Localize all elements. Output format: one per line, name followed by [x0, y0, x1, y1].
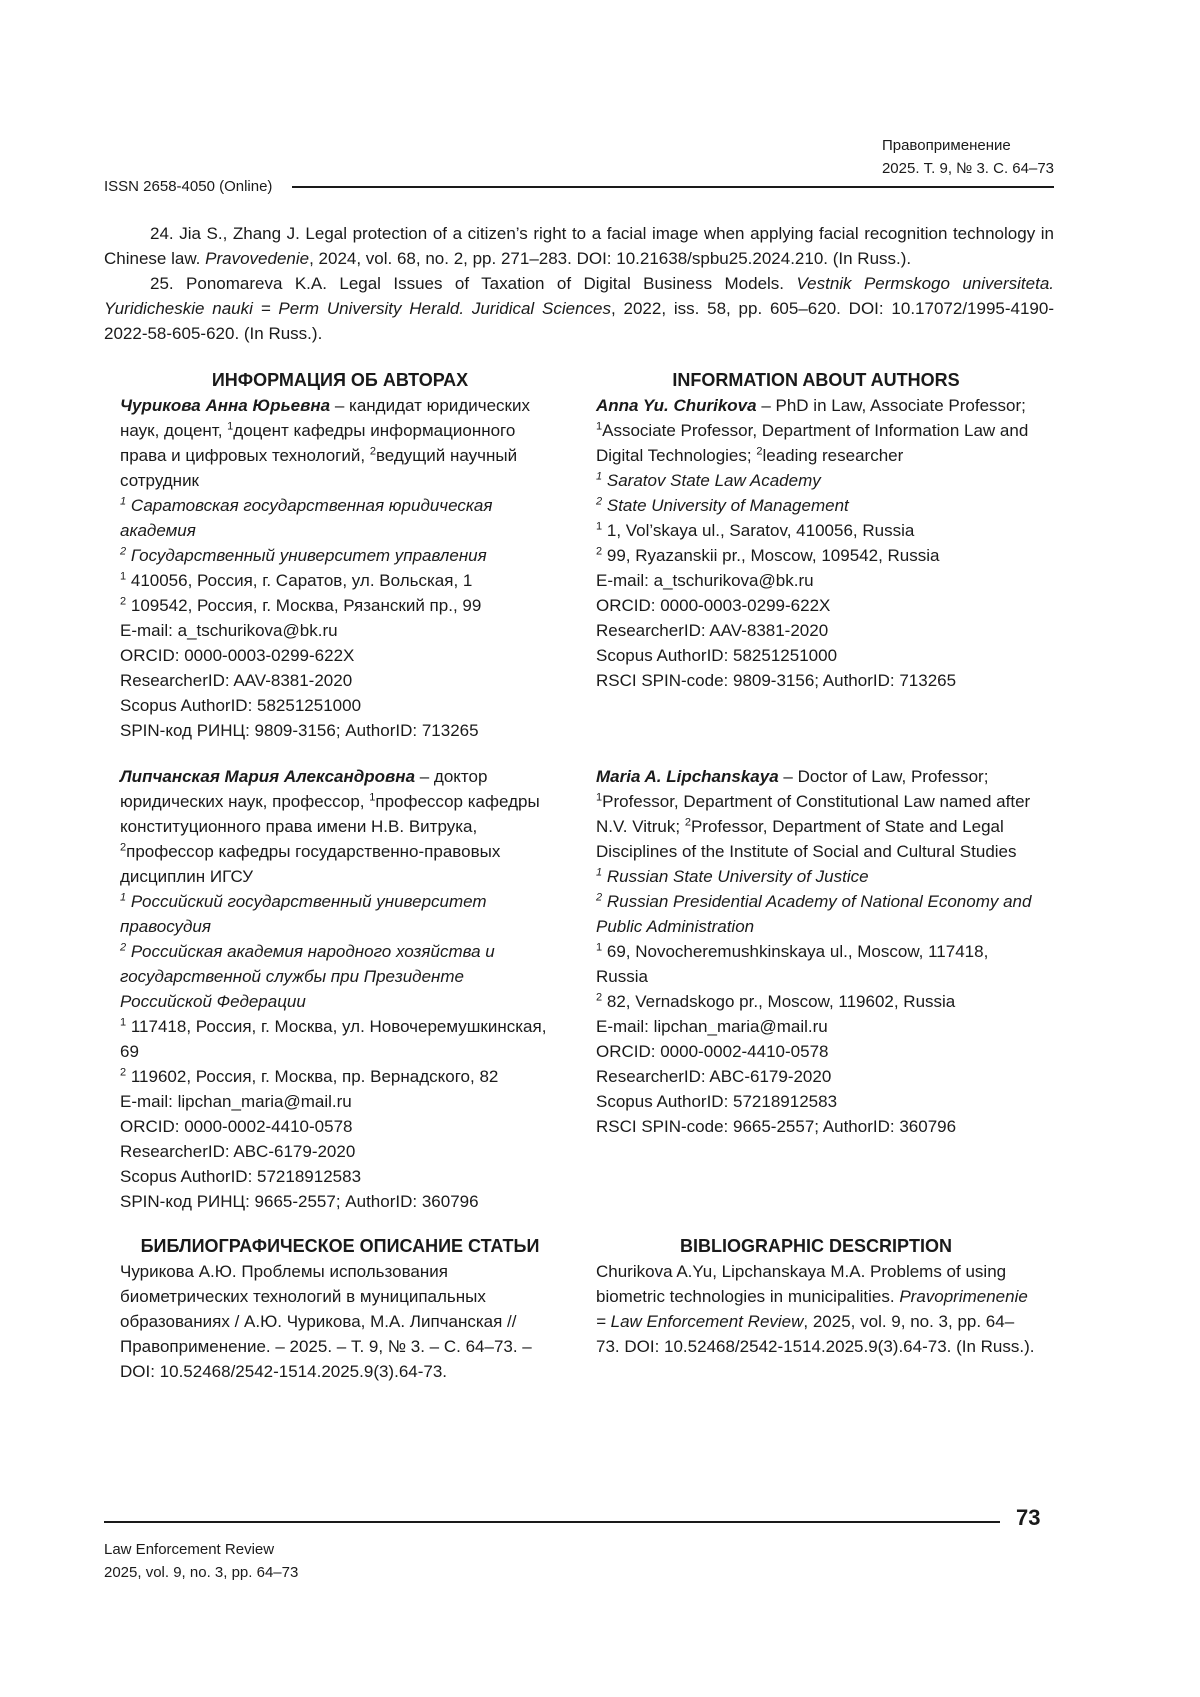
scopus-id: Scopus AuthorID: 58251251000 — [120, 693, 560, 718]
section-title: ИНФОРМАЦИЯ ОБ АВТОРАХ — [120, 368, 560, 393]
authors-info-ru: ИНФОРМАЦИЯ ОБ АВТОРАХ Чурикова Анна Юрьевна – кандидат юридических наук, доцент, 1доцент кафедры информационного права и цифровых технологий, 2ведущий научный сотрудник 1 Саратовская государственная юридическая академия 2 Государственный университет управления 1 410056, Россия, г. Саратов, ул. Вольская, 1 2 109542, Россия, г. Москва, Рязанский пр., 99 E-mail: a_tschurikova@bk.ru ORCID: 0000-0003-0299-622X ResearcherID: AAV-8381-2020 Scopus AuthorID: 58251251000 SPIN-код РИНЦ: 9809-3156; AuthorID: 713265 — [120, 368, 560, 743]
author-entry: Чурикова Анна Юрьевна – кандидат юридических наук, доцент, 1доцент кафедры информационного права и цифровых технологий, 2ведущий научный сотрудник — [120, 393, 560, 493]
affiliation: Государственный университет управления — [131, 546, 487, 565]
author-entry: Maria A. Lipchanskaya – Doctor of Law, Professor; 1Professor, Department of Constitutional Law named after N.V. Vitruk; 2Professor, Department of State and Legal Disciplines of the Institute of Social and Cultural Studies — [596, 764, 1036, 864]
affiliation: Russian State University of Justice — [607, 867, 869, 886]
spin-code: RSCI SPIN-code: 9809-3156; AuthorID: 713265 — [596, 668, 1036, 693]
scopus-id: Scopus AuthorID: 58251251000 — [596, 643, 1036, 668]
scopus-id: Scopus AuthorID: 57218912583 — [120, 1164, 560, 1189]
email: E-mail: a_tschurikova@bk.ru — [120, 618, 560, 643]
address: 1, Vol’skaya ul., Saratov, 410056, Russia — [607, 521, 914, 540]
spin-code: SPIN-код РИНЦ: 9665-2557; AuthorID: 360796 — [120, 1189, 560, 1214]
affiliation: Российская академия народного хозяйства и государственной службы при Президенте Российской Федерации — [120, 942, 495, 1011]
section-title: БИБЛИОГРАФИЧЕСКОЕ ОПИСАНИЕ СТАТЬИ — [120, 1234, 560, 1259]
address: 117418, Россия, г. Москва, ул. Новочеремушкинская, 69 — [120, 1017, 546, 1061]
author-entry: Anna Yu. Churikova – PhD in Law, Associate Professor; 1Associate Professor, Department of Information Law and Digital Technologies; 2leading researcher — [596, 393, 1036, 468]
researcher-id: ResearcherID: ABC-6179-2020 — [120, 1139, 560, 1164]
running-footer — [104, 1538, 298, 1584]
scopus-id: Scopus AuthorID: 57218912583 — [596, 1089, 1036, 1114]
section-title: BIBLIOGRAPHIC DESCRIPTION — [596, 1234, 1036, 1259]
address: 410056, Россия, г. Саратов, ул. Вольская, 1 — [131, 571, 473, 590]
reference-item: 24. Jia S., Zhang J. Legal protection of a citizen’s right to a facial image when applying facial recognition technology in Chinese law. Pravovedenie, 2024, vol. 68, no. 2, pp. 271–283. DOI: 10.21638/spbu25.2024.210. (In Russ.). — [104, 221, 1054, 271]
spin-code: SPIN-код РИНЦ: 9809-3156; AuthorID: 713265 — [120, 718, 560, 743]
affiliation: Russian Presidential Academy of National Economy and Public Administration — [596, 892, 1031, 936]
affiliation: Саратовская государственная юридическая академия — [120, 496, 492, 540]
address: 82, Vernadskogo pr., Moscow, 119602, Russia — [607, 992, 955, 1011]
affiliation: Saratov State Law Academy — [607, 471, 821, 490]
page-number: 73 — [1016, 1505, 1040, 1531]
address: 109542, Россия, г. Москва, Рязанский пр., 99 — [131, 596, 481, 615]
section-title: INFORMATION ABOUT AUTHORS — [596, 368, 1036, 393]
biblio-en — [596, 1234, 1036, 1359]
orcid: ORCID: 0000-0002-4410-0578 — [596, 1039, 1036, 1064]
address: 119602, Россия, г. Москва, пр. Вернадского, 82 — [131, 1067, 499, 1086]
orcid: ORCID: 0000-0003-0299-622X — [596, 593, 1036, 618]
biblio-ru — [120, 1234, 560, 1384]
citation: Churikova A.Yu, Lipchanskaya M.A. Problems of using biometric technologies in municipalities. Pravoprimenenie = Law Enforcement Review, 2025, vol. 9, no. 3, pp. 64–73. DOI: 10.52468/2542-1514.2025.9(3).64-73. (In Russ.). — [596, 1259, 1036, 1359]
journal-title-ru: Правоприменение — [882, 134, 1054, 157]
reference-list — [104, 221, 1054, 346]
issue-info-ru: 2025. Т. 9, № 3. С. 64–73 — [882, 157, 1054, 180]
address: 99, Ryazanskii pr., Moscow, 109542, Russia — [607, 546, 940, 565]
address: 69, Novocheremushkinskaya ul., Moscow, 117418, Russia — [596, 942, 988, 986]
affiliation: State University of Management — [607, 496, 849, 515]
footer-rule — [104, 1521, 1000, 1523]
issue-info-en: 2025, vol. 9, no. 3, pp. 64–73 — [104, 1561, 298, 1584]
orcid: ORCID: 0000-0002-4410-0578 — [120, 1114, 560, 1139]
header-rule — [292, 186, 1054, 188]
spin-code: RSCI SPIN-code: 9665-2557; AuthorID: 360796 — [596, 1114, 1036, 1139]
issn: ISSN 2658-4050 (Online) — [104, 178, 272, 195]
researcher-id: ResearcherID: AAV-8381-2020 — [596, 618, 1036, 643]
orcid: ORCID: 0000-0003-0299-622X — [120, 643, 560, 668]
researcher-id: ResearcherID: AAV-8381-2020 — [120, 668, 560, 693]
citation: Чурикова А.Ю. Проблемы использования биометрических технологий в муниципальных образованиях / А.Ю. Чурикова, М.А. Липчанская // Правоприменение. – 2025. – Т. 9, № 3. – С. 64–73. – DOI: 10.52468/2542-1514.2025.9(3).64-73. — [120, 1259, 560, 1384]
reference-item: 25. Ponomareva K.A. Legal Issues of Taxation of Digital Business Models. Vestnik Permskogo universiteta. Yuridicheskie nauki = Perm University Herald. Juridical Sciences, 2022, iss. 58, pp. 605–620. DOI: 10.17072/1995-4190-2022-58-605-620. (In Russ.). — [104, 271, 1054, 346]
authors-info-en: INFORMATION ABOUT AUTHORS Anna Yu. Churikova – PhD in Law, Associate Professor; 1Associate Professor, Department of Information Law and Digital Technologies; 2leading researcher 1 Saratov State Law Academy 2 State University of Management 1 1, Vol’skaya ul., Saratov, 410056, Russia 2 99, Ryazanskii pr., Moscow, 109542, Russia E-mail: a_tschurikova@bk.ru ORCID: 0000-0003-0299-622X ResearcherID: AAV-8381-2020 Scopus AuthorID: 58251251000 RSCI SPIN-code: 9809-3156; AuthorID: 713265 — [596, 368, 1036, 693]
researcher-id: ResearcherID: ABC-6179-2020 — [596, 1064, 1036, 1089]
affiliation: Российский государственный университет правосудия — [120, 892, 487, 936]
email: E-mail: lipchan_maria@mail.ru — [596, 1014, 1036, 1039]
author-entry: Липчанская Мария Александровна – доктор юридических наук, профессор, 1профессор кафедры конституционного права имени Н.В. Витрука, 2профессор кафедры государственно-правовых дисциплин ИГСУ — [120, 764, 560, 889]
author-2-en: Maria A. Lipchanskaya – Doctor of Law, Professor; 1Professor, Department of Constitutional Law named after N.V. Vitruk; 2Professor, Department of State and Legal Disciplines of the Institute of Social and Cultural Studies 1 Russian State University of Justice 2 Russian Presidential Academy of National Economy and Public Administration 1 69, Novocheremushkinskaya ul., Moscow, 117418, Russia 2 82, Vernadskogo pr., Moscow, 119602, Russia E-mail: lipchan_maria@mail.ru ORCID: 0000-0002-4410-0578 ResearcherID: ABC-6179-2020 Scopus AuthorID: 57218912583 RSCI SPIN-code: 9665-2557; AuthorID: 360796 — [596, 764, 1036, 1139]
email: E-mail: lipchan_maria@mail.ru — [120, 1089, 560, 1114]
running-header — [882, 134, 1054, 180]
email: E-mail: a_tschurikova@bk.ru — [596, 568, 1036, 593]
author-2-ru: Липчанская Мария Александровна – доктор юридических наук, профессор, 1профессор кафедры конституционного права имени Н.В. Витрука, 2профессор кафедры государственно-правовых дисциплин ИГСУ 1 Российский государственный университет правосудия 2 Российская академия народного хозяйства и государственной службы при Президенте Российской Федерации 1 117418, Россия, г. Москва, ул. Новочеремушкинская, 69 2 119602, Россия, г. Москва, пр. Вернадского, 82 E-mail: lipchan_maria@mail.ru ORCID: 0000-0002-4410-0578 ResearcherID: ABC-6179-2020 Scopus AuthorID: 57218912583 SPIN-код РИНЦ: 9665-2557; AuthorID: 360796 — [120, 764, 560, 1214]
journal-title-en: Law Enforcement Review — [104, 1538, 298, 1561]
